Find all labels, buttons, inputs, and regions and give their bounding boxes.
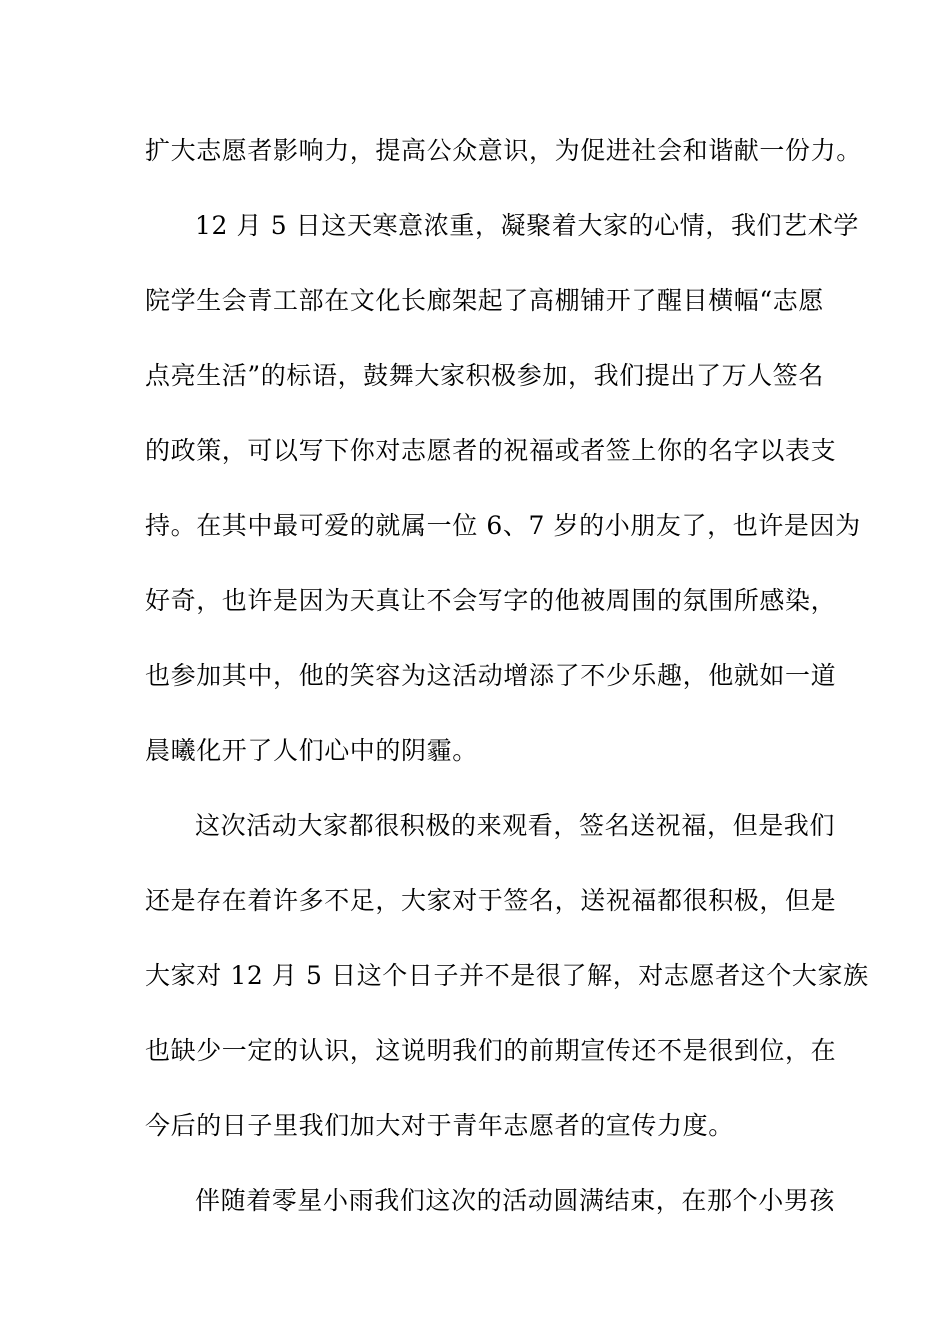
paragraph-line: 持。在其中最可爱的就属一位 6、7 岁的小朋友了，也许是因为	[145, 511, 861, 540]
paragraph-line: 12 月 5 日这天寒意浓重，凝聚着大家的心情，我们艺术学	[195, 211, 859, 240]
paragraph-line: 点亮生活”的标语，鼓舞大家积极参加，我们提出了万人签名	[145, 361, 824, 390]
paragraph-line: 的政策，可以写下你对志愿者的祝福或者签上你的名字以表支	[145, 436, 837, 465]
paragraph-line: 大家对 12 月 5 日这个日子并不是很了解，对志愿者这个大家族	[145, 961, 869, 990]
paragraph-line: 扩大志愿者影响力，提高公众意识，为促进社会和谐献一份力。	[145, 136, 862, 165]
paragraph-line: 院学生会青工部在文化长廊架起了高棚铺开了醒目横幅“志愿	[145, 286, 824, 315]
paragraph-line: 伴随着零星小雨我们这次的活动圆满结束，在那个小男孩	[195, 1186, 836, 1215]
paragraph-line: 也缺少一定的认识，这说明我们的前期宣传还不是很到位，在	[145, 1036, 837, 1065]
paragraph-line: 也参加其中，他的笑容为这活动增添了不少乐趣，他就如一道	[145, 661, 837, 690]
paragraph-line: 晨曦化开了人们心中的阴霾。	[145, 736, 478, 765]
paragraph-line: 好奇，也许是因为天真让不会写字的他被周围的氛围所感染，	[145, 586, 837, 615]
paragraph-line: 这次活动大家都很积极的来观看，签名送祝福，但是我们	[195, 811, 836, 840]
paragraph-line: 还是存在着许多不足，大家对于签名，送祝福都很积极，但是	[145, 886, 837, 915]
paragraph-line: 今后的日子里我们加大对于青年志愿者的宣传力度。	[145, 1111, 734, 1140]
